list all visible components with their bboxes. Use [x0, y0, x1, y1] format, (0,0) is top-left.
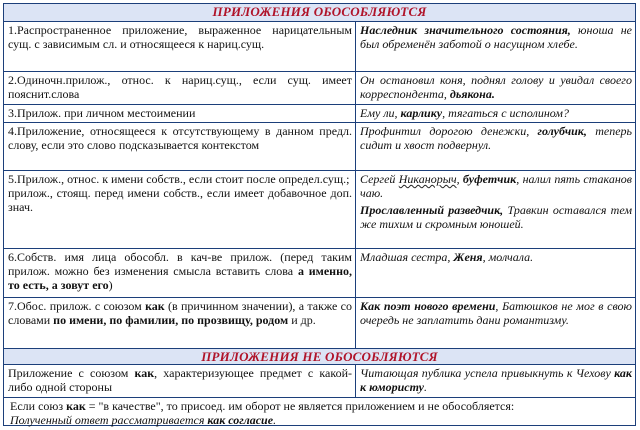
example-cell-not-1: Читающая публика успела привыкнуть к Чехову как к юмористу. — [360, 366, 632, 394]
footer-note — [4, 398, 635, 425]
rule-cell-5: 5.Прилож., относ. к имени собств., если стоит после определ.сущ.; прилож., стоящ. перед имени собств., если имеет добавочное доп. знач. — [4, 171, 356, 248]
header-not-isolated — [4, 348, 635, 365]
rule-cell-not-1: Приложение с союзом как, характеризующее предмет с какой-либо одной стороны — [4, 365, 356, 397]
footer-line-2: Полученный ответ рассматривается как согласие. — [10, 413, 277, 427]
rules-table — [3, 3, 636, 426]
example-cell-6: Младшая сестра, Женя, молчала. — [360, 250, 534, 264]
table-row-3 — [4, 105, 635, 123]
example-cell-7: Как поэт нового времени, Батюшков не мог в свою очередь не заплатить дани романтизму. — [360, 299, 632, 327]
rule-cell-7: 7.Обос. прилож. с союзом как (в причинном значении), а также со словами по имени, по фамилии, по прозвищу, родом и др. — [4, 298, 356, 348]
example-cell-2: Он остановил коня, поднял голову и увидал своего корреспондента, дьякона. — [360, 73, 632, 101]
header-isolated — [4, 4, 635, 22]
example-cell-4: Профинтил дорогою денежки, голубчик, теперь сидит и хвост подвернул. — [360, 124, 632, 152]
header-isolated-text: ПРИЛОЖЕНИЯ ОБОСОБЛЯЮТСЯ — [212, 4, 427, 19]
rule-cell-6: 6.Собств. имя лица обособл. в кач-ве прилож. (перед таким прилож. можно без изменения смысла вставить слова а именно, то есть, а зовут его) — [4, 249, 356, 297]
table-row-6 — [4, 249, 635, 298]
rule-cell-1: 1.Распространенное приложение, выраженное нарицательным сущ. с зависимым сл. и относящееся к нариц.сущ. — [4, 22, 356, 71]
table-row-5 — [4, 171, 635, 249]
table-row-4 — [4, 123, 635, 171]
rule-cell-2: 2.Одиночн.прилож., относ. к нариц.сущ., если сущ. имеет пояснит.слова — [4, 72, 356, 104]
table-row-7 — [4, 298, 635, 348]
example-cell-1: Наследник значительного состояния, юноша не был обременён заботой о насущном хлебе. — [360, 23, 632, 51]
example-cell-3: Ему ли, карлику, тягаться с исполином? — [360, 106, 569, 120]
rule-cell-4: 4.Приложение, относящееся к отсутствующему в данном предл. слову, если это слово подсказывается контекстом — [4, 123, 356, 170]
example-cell-5: Сергей Никанорыч, буфетчик, налил пять стаканов чаю. Прославленный разведчик, Травкин оставался тем же тихим и скромным юношей. — [360, 172, 632, 231]
header-not-isolated-text: ПРИЛОЖЕНИЯ НЕ ОБОСОБЛЯЮТСЯ — [201, 349, 438, 364]
footer-line-1: Если союз как = "в качестве", то присоед. им оборот не является приложением и не обособляется: — [10, 399, 515, 413]
rule-cell-3: 3.Прилож. при личном местоимении — [4, 105, 356, 122]
table-row-1 — [4, 22, 635, 72]
table-row-2 — [4, 72, 635, 105]
table-row-not-1 — [4, 365, 635, 398]
